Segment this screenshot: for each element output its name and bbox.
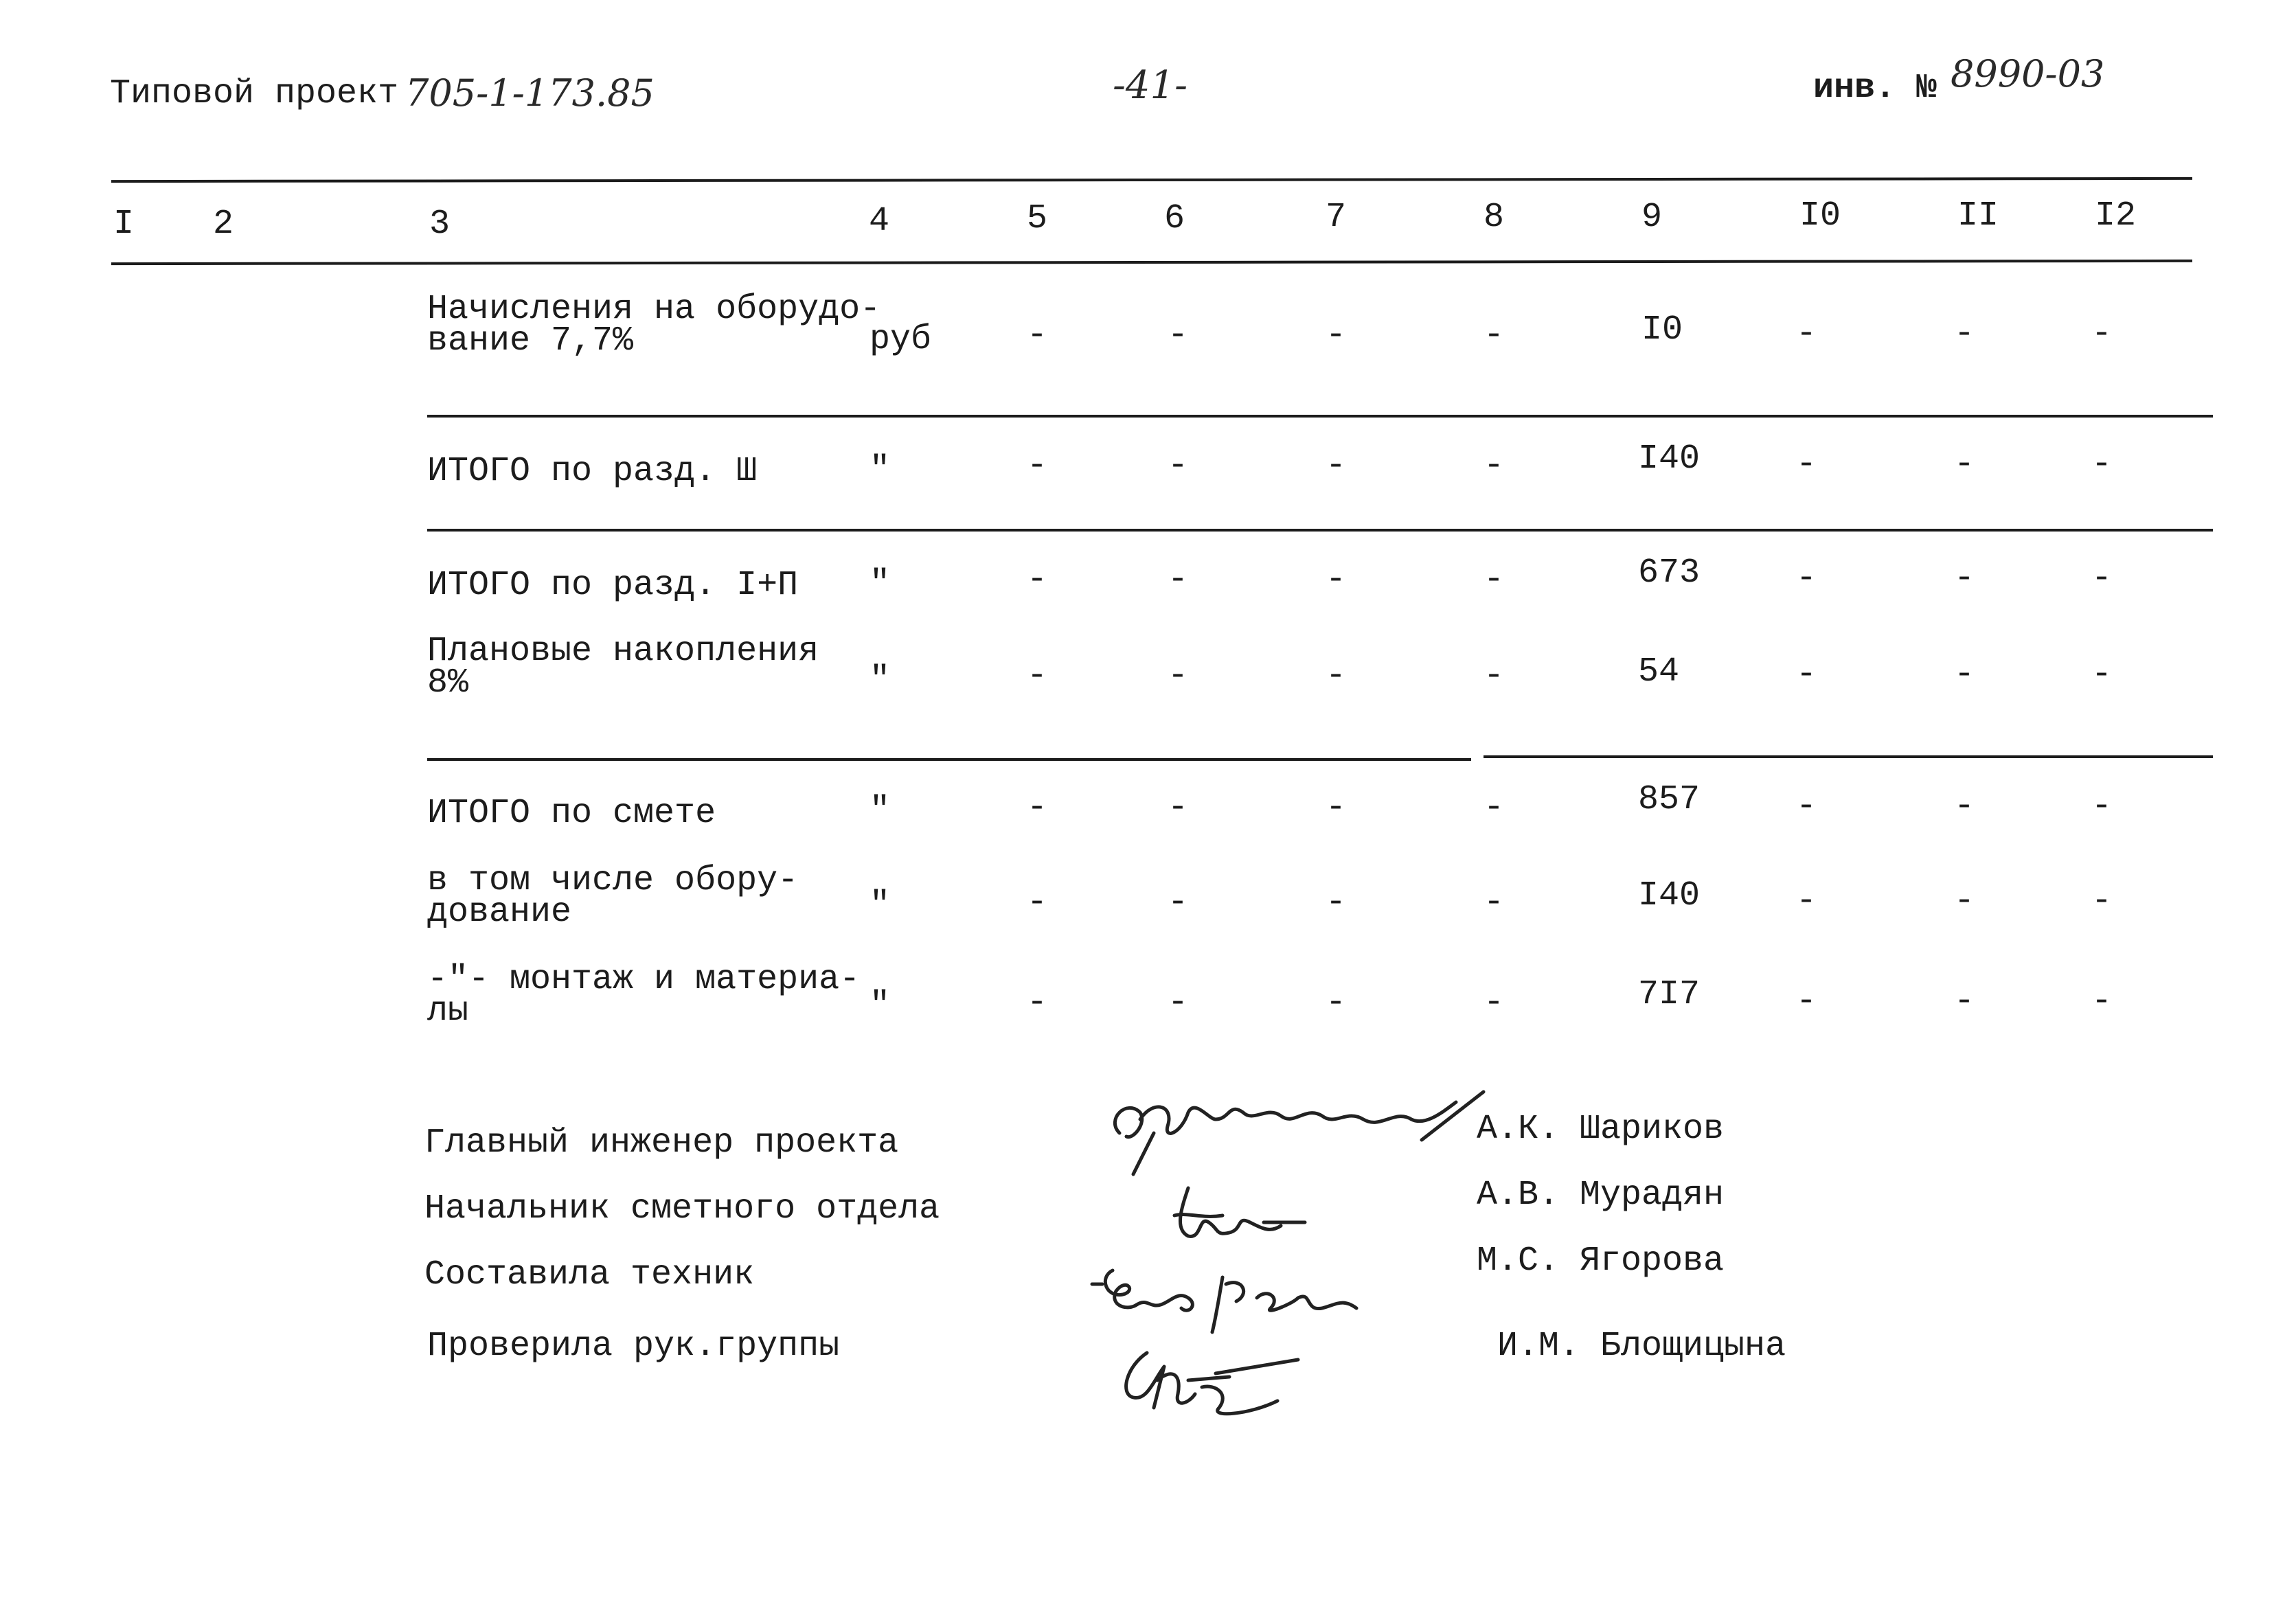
table-row-desc: ИТОГО по разд. Ш	[427, 452, 758, 491]
col-header-12: I2	[2094, 196, 2137, 236]
table-cell: -	[1167, 560, 1189, 599]
table-cell: -	[1795, 559, 1817, 598]
table-cell: -	[1325, 316, 1347, 355]
section-rule	[1484, 755, 2213, 758]
table-cell: -	[1026, 788, 1048, 827]
section-rule	[427, 529, 2213, 532]
table-cell: -	[2091, 787, 2113, 826]
table-cell: -	[1483, 656, 1505, 696]
table-row-unit: "	[869, 661, 891, 700]
table-cell: -	[1795, 982, 1817, 1021]
col-header-4: 4	[868, 202, 890, 241]
table-row-desc: Начисления на оборудо- вание 7,7%	[427, 290, 881, 361]
table-cell: -	[1026, 316, 1048, 355]
handwritten-signature-4	[1113, 1339, 1319, 1446]
table-cell: -	[1953, 982, 1975, 1021]
table-cell: -	[1795, 445, 1817, 484]
table-cell: -	[1795, 882, 1817, 921]
handwritten-signature-2	[1161, 1174, 1339, 1253]
table-cell: -	[1167, 883, 1189, 922]
table-row-desc: в том числе обору- дование	[427, 861, 799, 932]
table-cell: -	[1167, 983, 1189, 1023]
table-cell-value: I40	[1637, 439, 1701, 479]
col-header-5: 5	[1026, 199, 1048, 238]
table-cell: -	[2091, 315, 2113, 354]
table-row-unit: "	[869, 886, 891, 925]
page-number: -41-	[1113, 63, 1188, 108]
handwritten-signature-3	[1085, 1257, 1374, 1343]
table-cell: -	[2091, 559, 2113, 598]
signature-role: Составила техник	[424, 1255, 755, 1294]
table-cell: -	[2091, 882, 2113, 921]
table-cell: -	[1167, 788, 1189, 827]
signature-name: А.В. Мурадян	[1477, 1176, 1725, 1215]
table-cell: -	[1483, 316, 1505, 355]
table-cell-value: I0	[1641, 310, 1683, 350]
table-cell-value: 857	[1637, 780, 1701, 819]
table-cell: -	[1325, 983, 1347, 1023]
col-header-6: 6	[1163, 199, 1185, 238]
table-cell-value: 673	[1637, 553, 1701, 593]
signature-name: И.М. Блощицына	[1497, 1327, 1786, 1366]
table-cell: -	[2091, 655, 2113, 694]
section-rule	[427, 758, 1471, 761]
table-cell: -	[1953, 787, 1975, 826]
table-row-unit: "	[869, 450, 891, 490]
table-cell: -	[1325, 883, 1347, 922]
table-cell: -	[1483, 446, 1505, 486]
table-cell: -	[1795, 655, 1817, 694]
table-cell: -	[1026, 656, 1048, 696]
table-cell: -	[1325, 656, 1347, 696]
signature-role: Проверила рук.группы	[427, 1327, 840, 1366]
table-cell: -	[1953, 445, 1975, 484]
project-number: 705-1-173.85	[405, 71, 655, 115]
project-label: Типовой проект	[110, 74, 399, 113]
table-cell: -	[1953, 315, 1975, 354]
table-cell: -	[1795, 787, 1817, 826]
table-cell: -	[1483, 560, 1505, 599]
table-cell: -	[1483, 983, 1505, 1023]
table-cell: -	[1167, 316, 1189, 355]
table-cell: -	[1026, 883, 1048, 922]
inventory-label: инв. №	[1813, 69, 1937, 108]
col-header-10: I0	[1799, 196, 1841, 236]
table-cell: -	[2091, 445, 2113, 484]
table-row-desc: ИТОГО по разд. I+П	[427, 566, 799, 605]
table-cell: -	[1953, 882, 1975, 921]
table-cell: -	[1483, 883, 1505, 922]
table-row-unit: "	[869, 564, 891, 604]
table-cell: -	[1795, 315, 1817, 354]
table-cell-value: 54	[1637, 652, 1680, 692]
col-header-1: I	[113, 205, 135, 244]
table-row-unit: "	[869, 986, 891, 1025]
table-row-unit: "	[869, 791, 891, 830]
table-cell: -	[1026, 446, 1048, 486]
col-header-11: II	[1957, 196, 1999, 236]
table-cell: -	[1026, 560, 1048, 599]
signature-name: М.С. Ягорова	[1477, 1242, 1725, 1281]
table-cell: -	[1483, 788, 1505, 827]
table-cell: -	[1325, 446, 1347, 486]
table-cell-value: I40	[1637, 876, 1701, 915]
table-cell: -	[1167, 656, 1189, 696]
signature-name: А.К. Шариков	[1477, 1110, 1725, 1149]
col-header-8: 8	[1483, 198, 1505, 237]
signature-role: Начальник сметного отдела	[424, 1189, 940, 1229]
table-cell: -	[1953, 559, 1975, 598]
table-row-desc: -"- монтаж и материа- лы	[427, 960, 861, 1031]
table-row-desc: ИТОГО по смете	[427, 794, 716, 833]
table-row-desc: Плановые накопления 8%	[427, 632, 819, 703]
col-header-7: 7	[1325, 198, 1347, 237]
section-rule	[427, 415, 2213, 418]
table-cell: -	[1953, 655, 1975, 694]
table-cell-value: 7I7	[1637, 975, 1701, 1014]
col-header-9: 9	[1641, 198, 1663, 237]
col-header-3: 3	[429, 205, 451, 244]
table-cell: -	[1325, 788, 1347, 827]
table-top-rule	[111, 177, 2192, 183]
signature-role: Главный инженер проекта	[424, 1123, 899, 1163]
table-cell: -	[1167, 446, 1189, 486]
col-header-2: 2	[212, 205, 234, 244]
table-header-bottom-rule	[111, 260, 2192, 265]
table-cell: -	[1026, 983, 1048, 1023]
inventory-number: 8990-03	[1951, 52, 2105, 95]
table-row-unit: руб	[869, 320, 932, 359]
table-cell: -	[2091, 982, 2113, 1021]
table-cell: -	[1325, 560, 1347, 599]
